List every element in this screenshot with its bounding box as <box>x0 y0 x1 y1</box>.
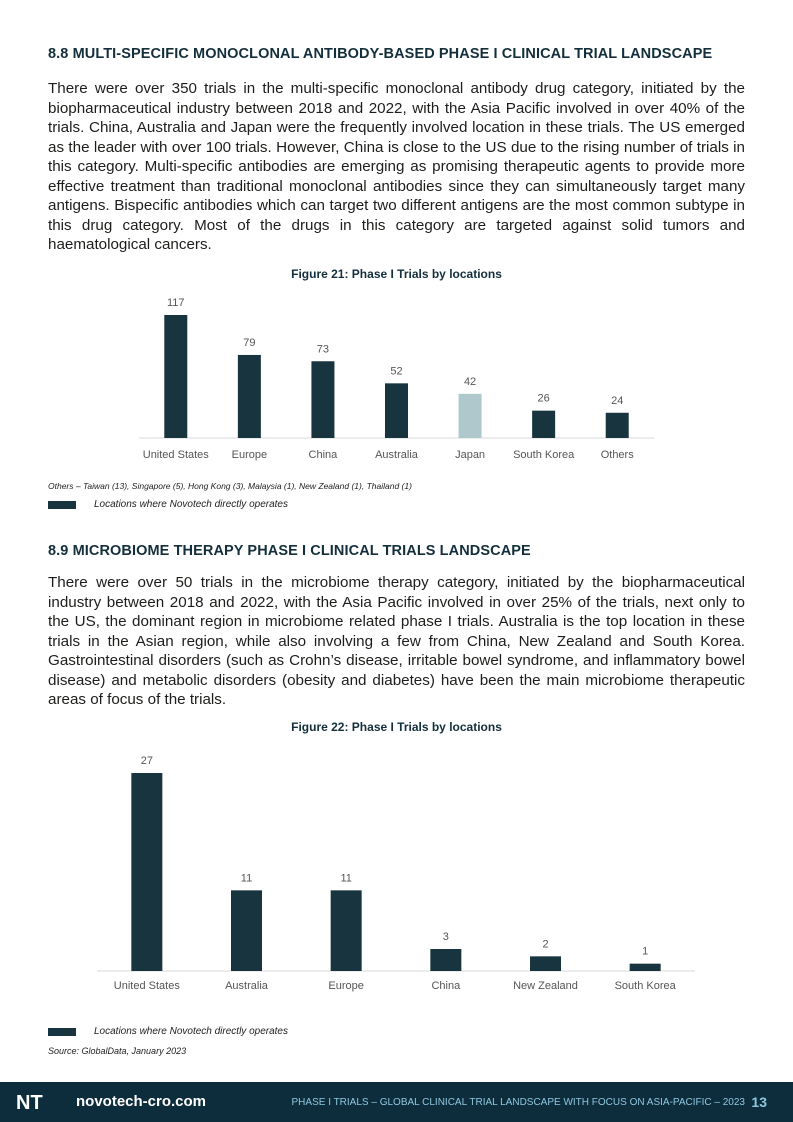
legend-label: Locations where Novotech directly operates <box>94 499 288 510</box>
logo-text: NT <box>16 1093 43 1111</box>
bar-south-korea <box>532 411 555 438</box>
figure-title: Figure 21: Phase I Trials by locations <box>291 267 502 281</box>
legend <box>48 499 288 510</box>
figure-title: Figure 22: Phase I Trials by locations <box>291 720 502 734</box>
tick-label: Japan <box>455 449 486 461</box>
bar-europe <box>331 890 362 971</box>
tick-label: China <box>431 980 461 992</box>
bar-china <box>430 949 461 971</box>
novotech-logo <box>16 1093 64 1111</box>
bar-chart-fig22 <box>0 740 793 1000</box>
bar-europe <box>238 355 261 438</box>
data-label: 11 <box>240 872 253 885</box>
data-label: 26 <box>537 392 550 405</box>
others-note: Others – Taiwan (13), Singapore (5), Hong Kong (3), Malaysia (1), New Zealand (1), Thailand (1) <box>48 481 412 491</box>
data-label: 11 <box>340 872 352 885</box>
data-label: 42 <box>463 375 477 388</box>
bar-others <box>606 413 629 438</box>
tick-label: South Korea <box>513 449 575 461</box>
section-body: There were over 50 trials in the microbiome therapy category, initiated by the biopharmaceutical industry between 2018 and 2022, with the Asia Pacific involved in over 25% of the trials, next only to the US, the dominant region in microbiome related phase I trials. Australia is the top location in these trials in the Asian region, while also involving a few from China, New Zealand and South Korea. Gastrointestinal disorders (such as Crohn’s disease, irritable bowel syndrome, and inflammatory bowel disease) and metabolic disorders (obesity and diabetes) have been the main microbiome therapeutic areas of focus of the trials. <box>48 574 745 708</box>
tick-label: South Korea <box>614 980 676 992</box>
legend-swatch <box>48 501 76 509</box>
bar-australia <box>385 383 408 438</box>
data-label: 24 <box>611 394 624 407</box>
page-number: 13 <box>751 1094 767 1110</box>
bar-china <box>311 361 334 438</box>
data-label: 1 <box>642 945 649 958</box>
section-heading: 8.8 MULTI-SPECIFIC MONOCLONAL ANTIBODY-BASED PHASE I CLINICAL TRIAL LANDSCAPE <box>48 46 713 62</box>
data-label: 79 <box>243 336 256 349</box>
data-label: 3 <box>442 931 449 943</box>
legend <box>48 1026 288 1037</box>
page-footer <box>0 1082 793 1122</box>
bar-australia <box>231 890 262 971</box>
tick-label: Australia <box>375 449 418 461</box>
tick-label: China <box>308 449 338 461</box>
legend-swatch <box>48 1028 76 1036</box>
source-note: Source: GlobalData, January 2023 <box>48 1046 187 1056</box>
website-link[interactable]: novotech-cro.com <box>76 1093 207 1110</box>
section-body: There were over 350 trials in the multi-specific monoclonal antibody drug category, initiated by the biopharmaceutical industry between 2018 and 2022, with the Asia Pacific involved in over 40% of the trials. China, Australia and Japan were the frequently involved location in these trials. The US emerged as the leader with over 100 trials. However, China is close to the US due to the rising number of trials in this category. Multi-specific antibodies are emerging as promising therapeutic agents to provide more effective treatment than traditional monoclonal antibodies since they can simultaneously target many antigens. Bispecific antibodies which can target two different antigens are the most common subtype in this drug category. Most of the drugs in this category are targeted against solid tumors and haematological cancers. <box>48 80 745 253</box>
section-heading: 8.9 MICROBIOME THERAPY PHASE I CLINICAL TRIALS LANDSCAPE <box>48 543 531 559</box>
data-label: 52 <box>390 365 403 378</box>
bar-south-korea <box>630 964 661 971</box>
tick-label: New Zealand <box>513 980 578 992</box>
data-label: 27 <box>140 755 153 767</box>
data-label: 117 <box>167 297 185 309</box>
tick-label: Others <box>600 449 634 461</box>
footer-title: PHASE I TRIALS – GLOBAL CLINICAL TRIAL LANDSCAPE WITH FOCUS ON ASIA-PACIFIC – 2023 <box>291 1097 745 1108</box>
tick-label: Australia <box>225 980 268 992</box>
tick-label: Europe <box>231 449 268 461</box>
tick-label: United States <box>113 980 180 992</box>
bar-united-states <box>131 773 162 971</box>
data-label: 2 <box>542 938 549 951</box>
bar-japan <box>459 394 482 438</box>
data-label: 73 <box>316 343 330 356</box>
legend-label: Locations where Novotech directly operates <box>94 1026 288 1037</box>
bar-chart-fig21 <box>0 285 793 465</box>
tick-label: United States <box>142 449 209 461</box>
bar-new-zealand <box>530 956 561 971</box>
bar-united-states <box>164 315 187 438</box>
tick-label: Europe <box>328 980 364 992</box>
